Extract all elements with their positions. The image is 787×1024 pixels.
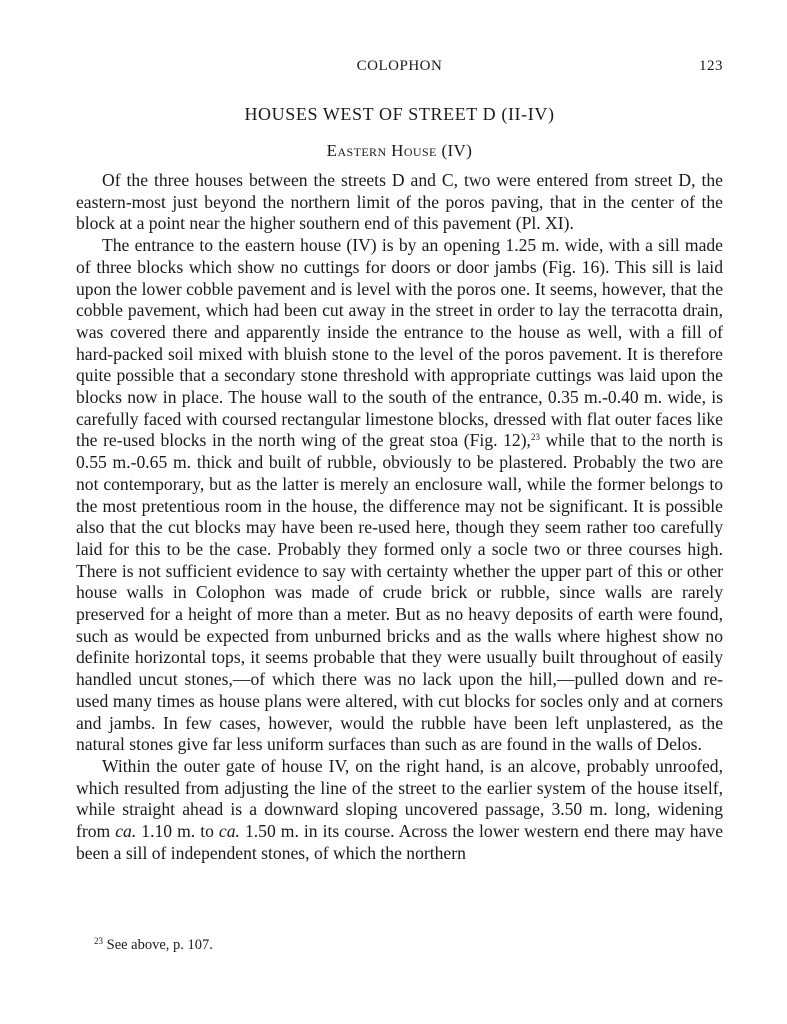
circa-abbrev-1: ca. [115, 821, 137, 842]
footnote-text: See above, p. 107. [103, 937, 213, 953]
footnote-reference: 23 [530, 432, 540, 443]
paragraph-3-text-b: 1.10 m. to [136, 821, 219, 842]
paragraph-3-text-a: Within the outer gate of house IV, on the right hand, is an alcove, probably unroofed, which resulted from adjusting the line of the street to the earlier system of the house itself, while straight ahead is a downward sloping uncovered passage, 3.50 m. long, widening from [76, 755, 723, 842]
running-head [76, 58, 723, 84]
chapter-title: HOUSES WEST OF STREET D (II-IV) [244, 104, 555, 124]
paragraph-2 [76, 235, 723, 756]
paragraph-3-text-c: 1.50 m. in its course. Across the lower western end there may have been a sill of independent stones, of which the northern [76, 821, 723, 863]
page-number: 123 [699, 58, 723, 74]
footnote [94, 936, 213, 954]
body-text [76, 170, 723, 865]
section-title: Eastern House (IV) [326, 141, 473, 160]
paragraph-3 [76, 756, 723, 865]
running-head-title: COLOPHON [356, 58, 443, 74]
paragraph-1: Of the three houses between the streets D and C, two were entered from street D, the eastern-most just beyond the northern limit of the poros paving, that in the center of the block at a point near the higher southern end of this pavement (Pl. XI). [76, 170, 723, 234]
footnote-number: 23 [94, 936, 103, 946]
page [76, 58, 723, 865]
circa-abbrev-2: ca. [218, 821, 240, 842]
paragraph-2-text-b: while that to the north is 0.55 m.-0.65 m. thick and built of rubble, obviously to be plastered. Probably the two are not contemporary, but as the latter is merely an enclosure wall, while the former belongs to the most pretentious room in the house, the difference may not be significant. It is possible also that the cut blocks may have been re-used here, though they seem rather too carefully laid for this to be the case. Probably they formed only a socle two or three courses high. There is not sufficient evidence to say with certainty whether the upper part of this or other house walls in Colophon was made of crude brick or rubble, since walls are rarely preserved for a height of more than a meter. But as no heavy deposits of earth were found, such as would be expected from unburned bricks and as the walls where highest show no definite horizontal tops, it seems probable that they were usually built throughout of easily handled uncut stones,—of which there was no lack upon the hill,—pulled down and re-used many times as house plans were altered, with cut blocks for socles only and at corners and jambs. In few cases, however, would the rubble have been left unplastered, as the natural stones give far less uniform surfaces than such as are found in the walls of Delos. [76, 430, 723, 755]
paragraph-2-text-a: The entrance to the eastern house (IV) is by an opening 1.25 m. wide, with a sill made of three blocks which show no cuttings for doors or door jambs (Fig. 16). This sill is laid upon the lower cobble pavement and is level with the poros one. It seems, however, that the cobble pavement, which had been cut away in the street in order to lay the terracotta drain, was covered there and apparently inside the entrance to the house as well, with a fill of hard-packed soil mixed with bluish stone to the level of the poros pavement. It is therefore quite possible that a secondary stone threshold with appropriate cuttings was laid upon the blocks now in place. The house wall to the south of the entrance, 0.35 m.-0.40 m. wide, is carefully faced with coursed rectangular limestone blocks, dressed with flat outer faces like the re-used blocks in the north wing of the great stoa (Fig. 12), [76, 235, 723, 451]
